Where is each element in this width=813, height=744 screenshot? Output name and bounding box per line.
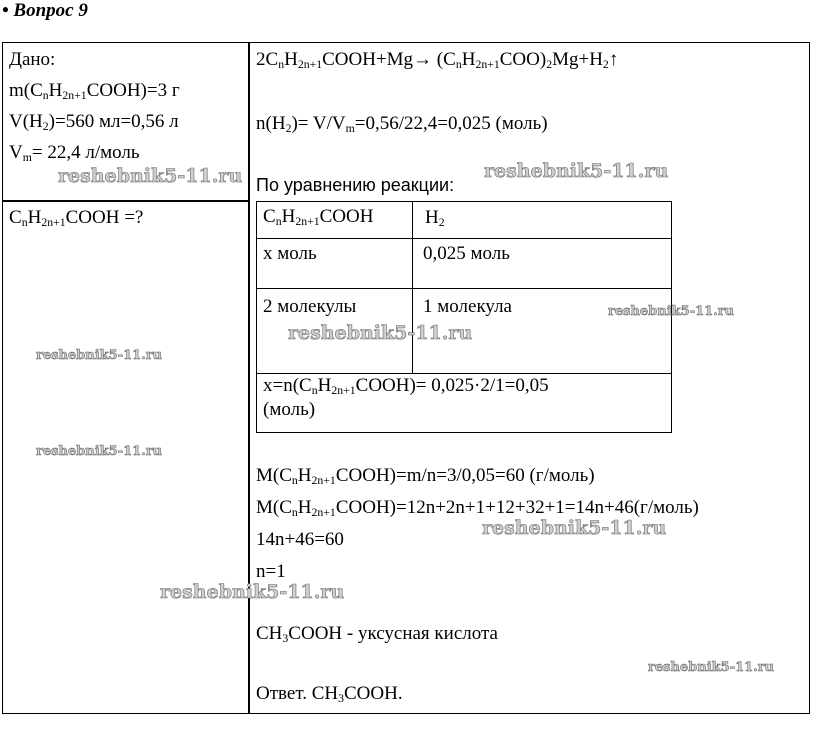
given-volume: $V(H_2)=560$ мл=0,56 л xyxy=(9,111,179,133)
proportion-header-acid: $C_nH_{2n+1}COOH$ xyxy=(263,206,374,228)
acid-name: $CH_3COOH$ - уксусная кислота xyxy=(256,623,498,645)
reaction-equation: $2C_nH_{2n+1}COOH+Mg\to$ $(C_nH_{2n+1}COO)_2Mg+H_2↑$ xyxy=(256,49,619,71)
proportion-cell: x моль xyxy=(263,243,317,264)
proportion-cell: 0,025 моль xyxy=(423,243,510,264)
solution-table xyxy=(2,42,810,714)
n-value: n=1 xyxy=(256,561,286,582)
watermark: reshebnik5-11.ru xyxy=(36,444,163,459)
watermark: reshebnik5-11.ru xyxy=(160,581,345,603)
watermark: reshebnik5-11.ru xyxy=(484,160,669,182)
molar-mass-calc: $M(C_nH_{2n+1}COOH)=m/n=3/0,05=60$ (г/моль) xyxy=(256,465,595,487)
watermark: reshebnik5-11.ru xyxy=(288,322,473,344)
proportion-header-hydrogen: $H_2$ xyxy=(425,207,445,229)
proportion-cell: 2 молекулы xyxy=(263,296,357,317)
watermark: reshebnik5-11.ru xyxy=(648,660,775,675)
watermark: reshebnik5-11.ru xyxy=(482,517,667,539)
question-heading: • Вопрос 9 xyxy=(2,0,88,21)
answer: Ответ. $CH_3COOH$. xyxy=(256,683,403,705)
given-title: Дано: xyxy=(9,49,56,70)
row-divider xyxy=(3,200,248,202)
molar-mass-formula: $M(C_nH_{2n+1}COOH)=12n+2n+1+12+32+1=14n+46(г/моль)$ xyxy=(256,497,699,519)
by-equation-label: По уравнению реакции: xyxy=(256,175,455,195)
proportion-cell: 1 молекула xyxy=(423,296,512,317)
proportion-result: $x=n(C_nH_{2n+1}COOH)= 0,025\cdot 2/1=0,05$ xyxy=(263,375,549,397)
watermark: reshebnik5-11.ru xyxy=(608,304,735,319)
hydrogen-moles: $n(H_2)= V/V_m=0,56/22,4=0,025$ (моль) xyxy=(256,113,548,135)
equation-line: 14n+46=60 xyxy=(256,529,344,550)
find-formula: $C_nH_{2n+1}COOH$ =? xyxy=(9,207,144,229)
column-divider xyxy=(248,43,250,713)
watermark: reshebnik5-11.ru xyxy=(58,165,243,187)
watermark: reshebnik5-11.ru xyxy=(36,348,163,363)
given-molar-volume: $V_m= 22,4$ л/моль xyxy=(9,142,140,164)
proportion-result-unit: (моль) xyxy=(263,399,316,420)
given-mass: $m(C_nH_{2n+1}COOH)=3$ г xyxy=(9,80,180,102)
